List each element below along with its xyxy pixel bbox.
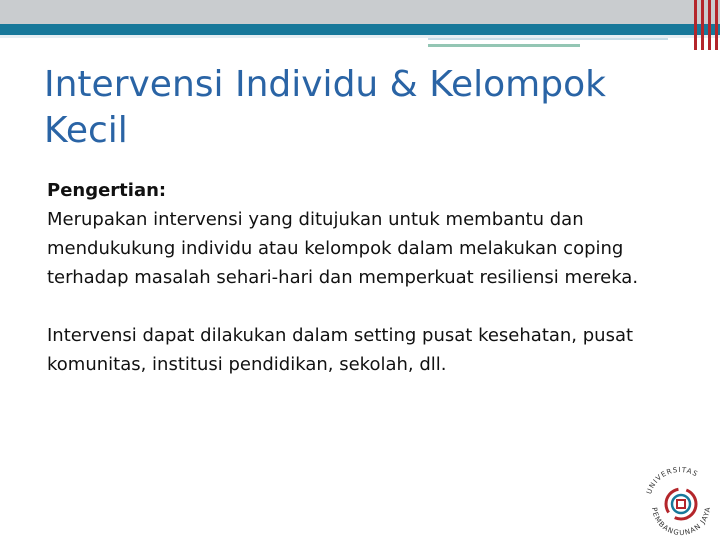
svg-text:PEMBANGUNAN JAYA: PEMBANGUNAN JAYA	[649, 505, 713, 538]
header-gray-band	[0, 0, 720, 24]
university-seal-icon	[640, 460, 720, 540]
subheading: Pengertian:	[47, 180, 167, 201]
svg-text:UNIVERSITAS: UNIVERSITAS	[645, 465, 700, 496]
paragraph-definition: Merupakan intervensi yang ditujukan untuk membantu dan mendukukung individu atau kelompok dalam melakukan coping terhadap masalah sehari-hari dan memperkuat resiliensi mereka.	[47, 209, 639, 288]
accent-line-light	[428, 38, 668, 40]
header-teal-band	[0, 24, 720, 35]
paragraph-settings: Intervensi dapat dilakukan dalam setting pusat kesehatan, pusat komunitas, institusi pendidikan, sekolah, dll.	[47, 325, 634, 375]
red-accent-bars	[692, 0, 720, 50]
accent-line-green	[428, 44, 580, 47]
header-band	[0, 0, 720, 34]
slide-body	[47, 176, 697, 379]
slide-title: Intervensi Individu & Kelompok Kecil	[44, 64, 606, 151]
